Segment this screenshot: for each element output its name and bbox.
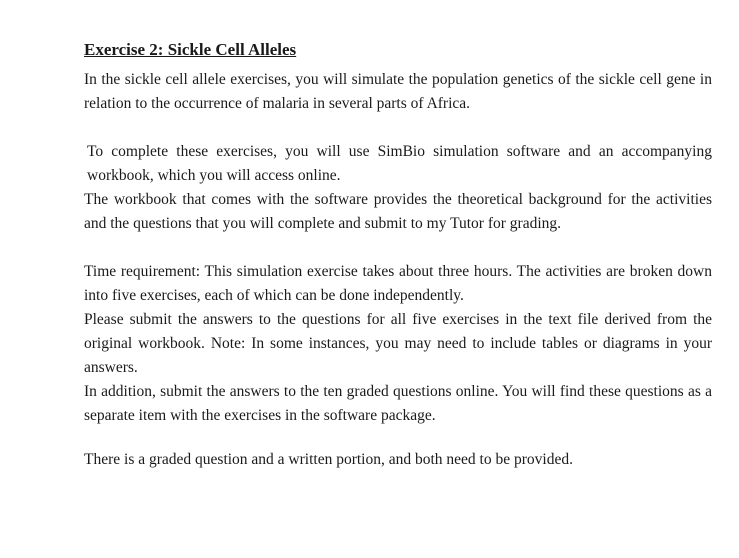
paragraph-time-requirement: Time requirement: This simulation exercise takes about three hours. The activities are broken down into five exercises, each of which can be done independently. [84,263,712,304]
paragraph-spacer [84,116,712,140]
paragraph-spacer [84,236,712,260]
paragraph-software: To complete these exercises, you will use SimBio simulation software and an accompanying workbook, which you will access online. [87,143,712,184]
document-title: Exercise 2: Sickle Cell Alleles [84,40,297,59]
paragraph-graded-questions: In addition, submit the answers to the ten graded questions online. You will find these questions as a separate item with the exercises in the software package. [84,383,712,424]
paragraph-submit-answers: Please submit the answers to the questions for all five exercises in the text file derived from the original workbook. Note: In some instances, you may need to include tables or diagrams in your answers. [84,311,712,376]
paragraph-spacer [84,428,712,448]
paragraph-closing: There is a graded question and a written portion, and both need to be provided. [84,451,573,468]
paragraph-intro: In the sickle cell allele exercises, you will simulate the population genetics of the sickle cell gene in relation to the occurrence of malaria in several parts of Africa. [84,71,712,112]
document-page [84,38,712,472]
paragraph-workbook: The workbook that comes with the software provides the theoretical background for the activities and the questions that you will complete and submit to my Tutor for grading. [84,191,712,232]
